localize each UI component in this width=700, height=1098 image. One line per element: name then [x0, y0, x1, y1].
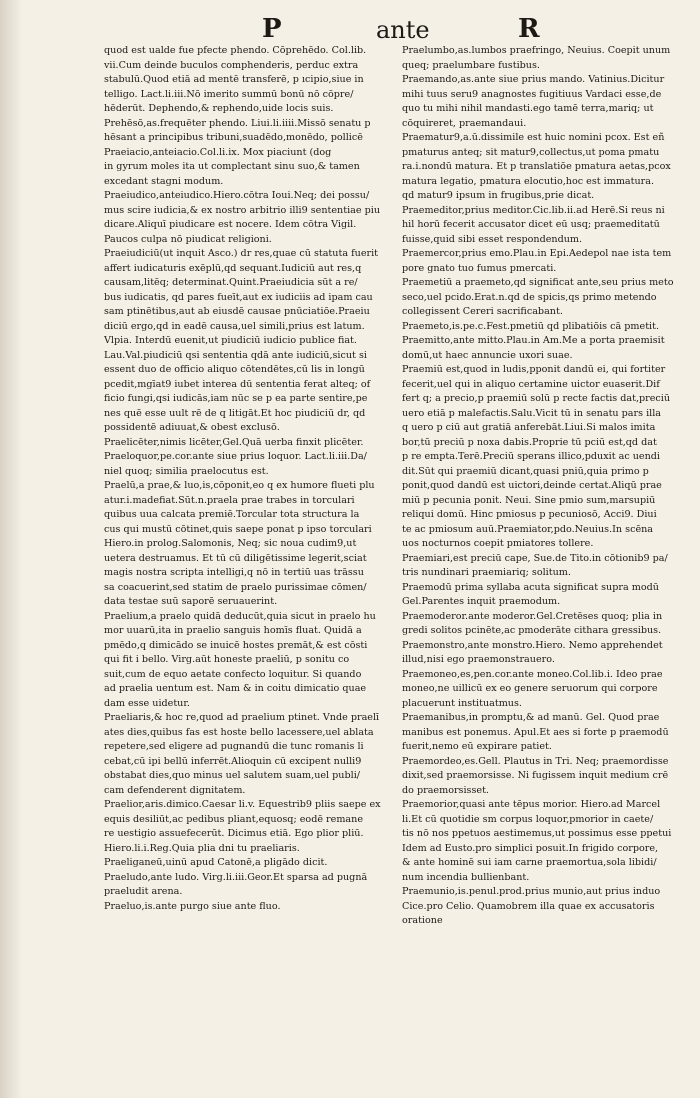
right-column-line: uos nocturnos coepit pmiatores tollere. — [402, 538, 594, 549]
left-column-line: mor uuarū,ita in praelio sanguis homīs fluat. Quidā a — [104, 625, 362, 636]
right-column-line: manibus est ponemus. Apul.Et aes si forte p praemodū — [402, 726, 669, 738]
left-column-line: Praelū,a prae,& luo,is,cōponit,eo q ex humore flueti plu — [104, 480, 375, 491]
right-column-line: illud,nisi ego praemonstrauero. — [402, 654, 555, 665]
left-column-line: suit,cum de equo aetate confecto loquitur. Si quando — [104, 668, 362, 680]
left-column-line: Paucos culpa nō piudicat religioni. — [104, 233, 272, 245]
left-column-line: Praeiudiciū(ut inquit Asco.) dr res,quae cū statuta fuerit — [104, 248, 379, 259]
left-column-line: vii.Cum deinde buculos comphenderis, perduc extra — [104, 59, 359, 71]
left-column-line: possidentē adiuuat,& obest exclusō. — [104, 422, 280, 433]
left-column-line: Praeludo,ante ludo. Virg.li.iii.Geor.Et sparsa ad pugnā — [104, 871, 368, 883]
right-column-line: & ante hominē sui iam carne praemortua,sola libidi/ — [402, 857, 657, 868]
left-column-line: ficio fungi,qsi iudicās,iam nūc se p ea parte sentire,pe — [104, 393, 368, 404]
left-column-line: Vlpia. Interdū euenit,ut piudiciū iudicio publice fiat. — [104, 335, 357, 346]
right-column-line: Praemanibus,in promptu,& ad manū. Gel. Quod prae — [402, 712, 660, 723]
left-column-line: Hiero.li.i.Reg.Quia plia dni tu praeliaris. — [104, 842, 300, 854]
right-column-line: fuerit,nemo eū expirare patiet. — [402, 741, 552, 752]
left-column-line: cam defenderent dignitatem. — [104, 784, 246, 796]
left-column-line: atur.i.madefiat.Sūt.n.praela prae trabes in torculari — [104, 494, 355, 506]
left-column-line: Praelior,aris.dimico.Caesar li.v. Equestrib9 pliis saepe ex — [104, 799, 381, 810]
right-column-line: Praemoderor.ante moderor.Gel.Cretēses quoq; plia in — [402, 610, 663, 622]
left-column-line: pmēdo,q dimicādo se inuicē hostes premāt,& est cōsti — [104, 639, 368, 651]
right-column-line: gredi solitos pcinēte,ac pmoderāte cithara gressibus. — [402, 625, 662, 636]
left-column-line: Praeiacio,anteiacio.Col.li.ix. Mox piaciunt (dog — [104, 146, 332, 158]
right-column-line: placuerunt instituatmus. — [402, 697, 522, 709]
right-column-line: Praematur9,a.ū.dissimile est huic nomini pcox. Est eñ — [402, 132, 665, 143]
right-column-line: dit.Sūt qui praemiū dicant,quasi pniū,quia primo p — [402, 465, 649, 477]
page-gutter-shadow — [0, 0, 22, 1098]
left-column-line: magis nostra scripta intelligi,q nō in tertiū uas trāssu — [104, 567, 364, 578]
right-column-line: Praemercor,prius emo.Plau.in Epi.Aedepol nae ista tem — [402, 248, 672, 259]
right-column-line: Idem ad Eusto.pro simplici posuit.In frigido corpore, — [402, 842, 659, 854]
right-column-line: cōquireret, praemandaui. — [402, 117, 527, 129]
right-column-line: dixit,sed praemorsisse. Ni fugissem inquit medium crē — [402, 770, 669, 781]
left-column-line: pcedit,mgīat9 iubet interea dū sententia ferat alteq; of — [104, 378, 371, 390]
right-column-line: Praemetiū a praemeto,qd significat ante,seu prius meto — [402, 277, 674, 288]
left-text-column — [104, 44, 394, 914]
right-column-line: Gel.Parentes inquit praemodum. — [402, 596, 561, 607]
left-column-line: Praelium,a praelo quidā deducūt,quia sicut in praelo hu — [104, 610, 376, 622]
right-column-line: quo tu mihi nihil mandasti.ego tamē terra,mariq; ut — [402, 103, 654, 114]
right-column-line: Praemoneo,es,pen.cor.ante moneo.Col.lib.i. Ideo prae — [402, 668, 663, 680]
right-column-line: matura legatio, pmatura elocutio,hoc est immatura. — [402, 175, 655, 187]
right-column-line: collegissent Cereri sacrificabant. — [402, 306, 563, 317]
right-column-line: ponit,quod dandū est uictori,deinde certat.Aliqū prae — [402, 480, 662, 491]
left-column-line: nes quē esse uult rē de q litigāt.Et hoc piudiciū dr, qd — [104, 407, 366, 419]
left-column-line: hēderūt. Dephendo,& rephendo,uide locis suis. — [104, 103, 334, 114]
right-column-line: Praemitto,ante mitto.Plau.in Am.Me a porta praemisit — [402, 335, 665, 346]
right-column-line: domū,ut haec annuncie uxori suae. — [402, 349, 573, 361]
right-column-line: fuisse,quid sibi esset respondendum. — [402, 233, 583, 245]
right-column-line: tis nō nos ppetuos aestimemus,ut possimus esse ppetui — [402, 828, 672, 839]
left-column-line: re uestigio assuefecerūt. Dicimus etiā. Ego plior pliū. — [104, 828, 364, 839]
left-column-line: Lau.Val.piudiciū qsi sententia qdā ante iudiciū,sicut si — [104, 349, 367, 361]
right-text-column — [402, 44, 692, 929]
right-column-line: fecerit,uel qui in aliquo certamine uictor euaserit.Dif — [402, 378, 660, 390]
right-column-line: queq; praelumbare fustibus. — [402, 59, 540, 71]
right-column-line: do praemorsisset. — [402, 784, 489, 796]
header-right-letter: R — [518, 14, 540, 44]
right-column-line: te ac pmiosum auū.Praemiator,pdo.Neuius.In scēna — [402, 523, 654, 535]
left-column-line: causam,litēq; determinat.Quint.Praeiudicia sūt a re/ — [104, 277, 358, 288]
left-column-line: cebat,cū ipi bellū inferrēt.Alioquin cū excipent nulli9 — [104, 755, 362, 767]
left-column-line: sa coacuerint,sed statim de praelo purissimae cōmen/ — [104, 581, 367, 593]
right-column-line: moneo,ne uillicū ex eo genere seruorum qui corpore — [402, 683, 658, 694]
left-column-line: Hiero.in prolog.Salomonis, Neq; sic noua cudim9,ut — [104, 538, 357, 549]
left-column-line: hēsant a principibus tribuni,suadēdo,monēdo, pollicē — [104, 132, 363, 143]
left-column-line: essent duo de officio aliquo cōtendētes,cū lis in longū — [104, 364, 365, 375]
left-column-line: Praeloquor,pe.cor.ante siue prius loquor. Lact.li.iii.Da/ — [104, 451, 367, 462]
header-left-letter: P — [262, 14, 282, 44]
right-column-line: ra.i.nondū matura. Et p translatiōe pmatura aetas,pcox — [402, 161, 671, 172]
right-column-line: uero etiā p malefactis.Salu.Vicit tū in senatu pars illa — [402, 407, 662, 419]
left-column-line: diciū ergo,qd in eadē causa,uel simili,prius est latum. — [104, 320, 365, 332]
left-column-line: obstabat dies,quo minus uel salutem suam,uel publi/ — [104, 770, 361, 781]
left-column-line: data testae suū saporē seruauerint. — [104, 596, 278, 607]
left-column-line: affert iudicaturis exēplū,qd sequant.Iudiciū aut res,q — [104, 262, 362, 274]
right-column-line: fert q; a precio,p praemiū solū p recte factis dat,preciū — [402, 393, 671, 404]
right-column-line: seco,uel pcido.Erat.n.qd de spicis,qs primo metendo — [402, 291, 657, 303]
right-column-line: Praemeditor,prius meditor.Cic.lib.ii.ad Herē.Si reus ni — [402, 204, 665, 216]
left-column-line: stabulū.Quod etiā ad mentē transferē, p ıcipio,siue in — [104, 74, 364, 85]
left-column-line: praeludit arena. — [104, 886, 183, 897]
left-column-line: Praeliaris,& hoc re,quod ad praelium ptinet. Vnde praelī — [104, 712, 380, 723]
left-column-line: uetera destruamus. Et tū cū diligētissime legerit,sciat — [104, 552, 367, 564]
right-column-line: li.Et cū quotidie sm corpus loquor,pmorior in caete/ — [402, 813, 654, 825]
left-column-line: ates dies,quibus fas est hoste bello lacessere,uel ablata — [104, 726, 374, 738]
left-column-line: dam esse uidetur. — [104, 697, 190, 709]
right-column-line: p re empta.Terē.Preciū sperans illico,pduxit ac uendi — [402, 451, 660, 462]
right-column-line: Praemorior,quasi ante tēpus morior. Hiero.ad Marcel — [402, 799, 661, 810]
left-column-line: Praelicēter,nimis licēter,Gel.Quā uerba finxit plicēter. — [104, 436, 364, 448]
right-column-line: Praemunio,is.penul.prod.prius munio,aut prius induo — [402, 886, 661, 897]
right-column-line: Praemonstro,ante monstro.Hiero. Nemo apprehendet — [402, 639, 663, 651]
left-column-line: bus iudicatis, qd pares fueīt,aut ex iudiciis ad ipam cau — [104, 291, 373, 303]
left-column-line: equis desiliūt,ac pedibus pliant,equosq; eodē remane — [104, 813, 363, 825]
right-column-line: num incendia bullienbant. — [402, 871, 530, 883]
right-column-line: Praemiari,est preciū cape, Sue.de Tito.in cōtionib9 pa/ — [402, 552, 668, 564]
header-catchword: ante — [376, 16, 430, 44]
left-column-line: niel quoq; similia praelocutus est. — [104, 465, 269, 477]
right-column-line: Praemando,as.ante siue prius mando. Vatinius.Dicitur — [402, 74, 665, 85]
left-column-line: Praeiudico,anteiudico.Hiero.cōtra Ioui.Neq; dei possu/ — [104, 190, 370, 201]
right-column-line: hil horū fecerit accusator dicet eū usq; praemeditatū — [402, 219, 660, 230]
left-column-line: sam ptinētibus,aut ab eiusdē causae pnūciatiōe.Praeiu — [104, 306, 370, 317]
left-column-line: dicare.Aliquī piudicare est nocere. Idem cōtra Vigil. — [104, 219, 357, 230]
right-column-line: Praemeto,is.pe.c.Fest.pmetiū qd plibatiōis cā pmetit. — [402, 320, 660, 332]
right-column-line: Praemordeo,es.Gell. Plautus in Tri. Neq; praemordisse — [402, 755, 669, 767]
right-column-line: Cice.pro Celio. Quamobrem illa quae ex accusatoris — [402, 900, 655, 912]
left-column-line: repetere,sed eligere ad pugnandū die tunc romanis li — [104, 741, 364, 752]
left-column-line: excedant stagni modum. — [104, 175, 224, 187]
running-header — [0, 14, 700, 48]
left-column-line: mus scire iudicia,& ex nostro arbitrio illi9 sententiae piu — [104, 204, 380, 216]
right-column-line: reliqui domū. Hinc pmiosus p pecuniosō, Acci9. Diui — [402, 509, 657, 520]
left-column-line: cus qui mustū cōtinet,quis saepe ponat p ipso torculari — [104, 523, 372, 535]
left-column-line: qui fit i bello. Virg.aūt honeste praeliū, p sonitu co — [104, 654, 350, 665]
left-column-line: quibus uua calcata premiē.Torcular tota structura la — [104, 509, 360, 520]
right-column-line: qd matur9 ipsum in frugibus,prie dicat. — [402, 190, 595, 201]
right-column-line: pore gnato tuo fumus pmercati. — [402, 262, 557, 274]
left-column-line: telligo. Lact.li.iii.Nō imerito summū bonū nō cōpre/ — [104, 88, 354, 100]
right-column-line: Praelumbo,as.lumbos praefringo, Neuius. Coepit unum — [402, 45, 671, 56]
right-column-line: bor,tū preciū p noxa dabis.Proprie tū pciū est,qd dat — [402, 436, 657, 448]
left-column-line: Prehēsō,as.frequēter phendo. Liui.li.iiii.Missō senatu p — [104, 117, 371, 129]
right-column-line: pmaturus anteq; sit matur9,collectus,ut poma pmatu — [402, 146, 660, 158]
left-column-line: ad praelia uentum est. Nam & in coitu dimicatio quae — [104, 683, 367, 694]
left-column-line: Praeluo,is.ante purgo siue ante fluo. — [104, 900, 281, 912]
left-column-line: quod est ualde fue pfecte phendo. Cōprehēdo. Col.lib. — [104, 45, 367, 56]
left-column-line: in gyrum moles ita ut complectant sinu suo,& tamen — [104, 161, 360, 172]
left-column-line: Praeliganeū,uinū apud Catonē,a pligādo dicit. — [104, 857, 328, 868]
right-column-line: tris nundinari praemiariq; solitum. — [402, 567, 571, 578]
right-column-line: mihi tuus seru9 anagnostes fugitiuus Vardaci esse,de — [402, 88, 662, 100]
right-column-line: miū p pecunia ponit. Neui. Sine pmio sum,marsupiū — [402, 494, 656, 506]
right-column-line: Praemodū prima syllaba acuta significat supra modū — [402, 581, 659, 593]
right-column-line: Praemiū est,quod in ludis,pponit dandū ei, qui fortiter — [402, 364, 666, 375]
right-column-line: oratione — [402, 915, 443, 926]
right-column-line: q uero p ciū aut gratiā anferebāt.Liui.Si malos imita — [402, 422, 656, 433]
